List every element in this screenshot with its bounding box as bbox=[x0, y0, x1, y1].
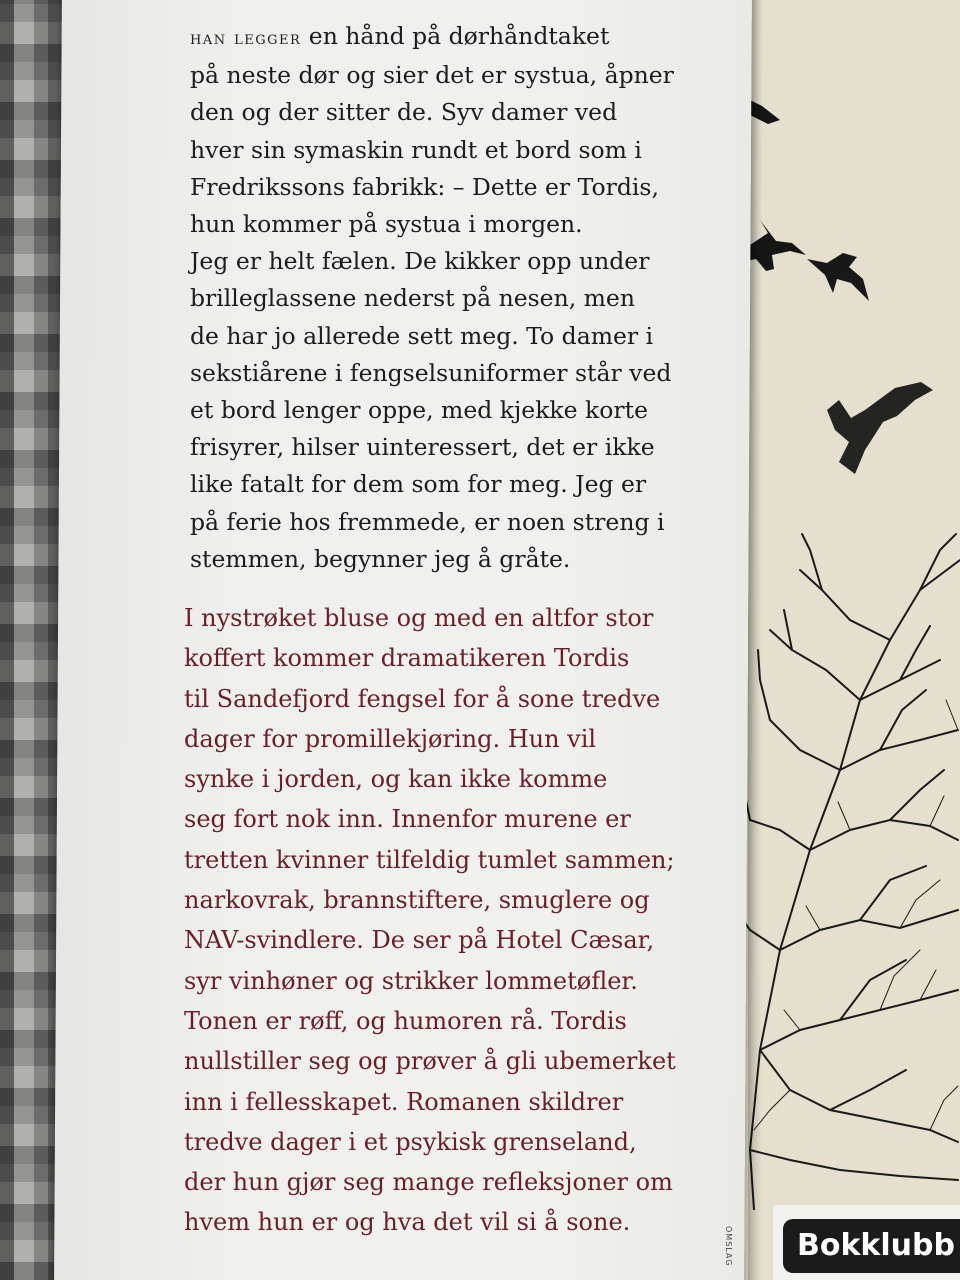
blurb-line: syr vinhøner og strikker lommetøfler. bbox=[184, 966, 638, 995]
crow-icon bbox=[805, 245, 875, 307]
excerpt-line: sekstiårene i fengselsuniformer står ved bbox=[190, 358, 672, 387]
excerpt-line: hver sin symaskin rundt et bord som i bbox=[190, 135, 642, 164]
blurb-text bbox=[184, 598, 724, 1243]
bokklubb-logo bbox=[783, 1219, 960, 1273]
excerpt-line: brilleglassene nederst på nesen, men bbox=[190, 284, 635, 313]
excerpt-line: hun kommer på systua i morgen. bbox=[190, 210, 583, 239]
excerpt-line: de har jo allerede sett meg. To damer i bbox=[190, 321, 654, 350]
excerpt-lead-caps: han legger bbox=[190, 27, 302, 49]
blurb-line: til Sandefjord fengsel for å sone tredve bbox=[184, 684, 661, 713]
excerpt-line: frisyrer, hilser uinteressert, det er ikke bbox=[190, 433, 655, 462]
excerpt-line: stemmen, begynner jeg å gråte. bbox=[190, 544, 571, 573]
bare-tree-illustration bbox=[730, 530, 960, 1210]
blurb-line: nullstiller seg og prøver å gli ubemerket bbox=[184, 1047, 676, 1076]
blurb-line: synke i jorden, og kan ikke komme bbox=[184, 765, 608, 794]
excerpt-line: like fatalt for dem som for meg. Jeg er bbox=[190, 470, 647, 499]
excerpt-line: på ferie hos fremmede, er noen streng i bbox=[190, 507, 665, 536]
cover-credit: OMSLAG bbox=[724, 1226, 733, 1267]
excerpt-text bbox=[190, 18, 710, 578]
bokklubb-badge bbox=[773, 1205, 960, 1280]
blurb-line: tretten kvinner tilfeldig tumlet sammen; bbox=[184, 845, 675, 874]
blurb-line: inn i fellesskapet. Romanen skildrer bbox=[184, 1087, 624, 1116]
bokklubb-label: Bokklubb bbox=[797, 1228, 955, 1263]
blurb-line: I nystrøket bluse og med en altfor stor bbox=[184, 604, 654, 632]
blurb-line: Tonen er røff, og humoren rå. Tordis bbox=[184, 1006, 627, 1035]
blurb-line: tredve dager i et psykisk grenseland, bbox=[184, 1127, 637, 1156]
excerpt-line: en hånd på dørhåndtaket bbox=[301, 22, 610, 50]
blurb-line: seg fort nok inn. Innenfor murene er bbox=[184, 805, 631, 834]
blurb-line: der hun gjør seg mange refleksjoner om bbox=[184, 1168, 673, 1197]
blurb-line: dager for promillekjøring. Hun vil bbox=[184, 724, 597, 753]
excerpt-line: den og der sitter de. Syv damer ved bbox=[190, 98, 618, 127]
excerpt-line: på neste dør og sier det er systua, åpner bbox=[190, 61, 674, 90]
excerpt-line: Jeg er helt fælen. De kikker opp under bbox=[190, 247, 650, 276]
blurb-line: hvem hun er og hva det vil si å sone. bbox=[184, 1208, 631, 1237]
excerpt-line: Fredrikssons fabrikk: – Dette er Tordis, bbox=[190, 172, 659, 201]
blurb-line: narkovrak, brannstiftere, smuglere og bbox=[184, 886, 650, 915]
crow-icon bbox=[825, 370, 945, 480]
excerpt-line: et bord lenger oppe, med kjekke korte bbox=[190, 396, 649, 425]
blurb-line: NAV-svindlere. De ser på Hotel Cæsar, bbox=[184, 926, 655, 955]
blurb-line: koffert kommer dramatikeren Tordis bbox=[184, 644, 630, 673]
